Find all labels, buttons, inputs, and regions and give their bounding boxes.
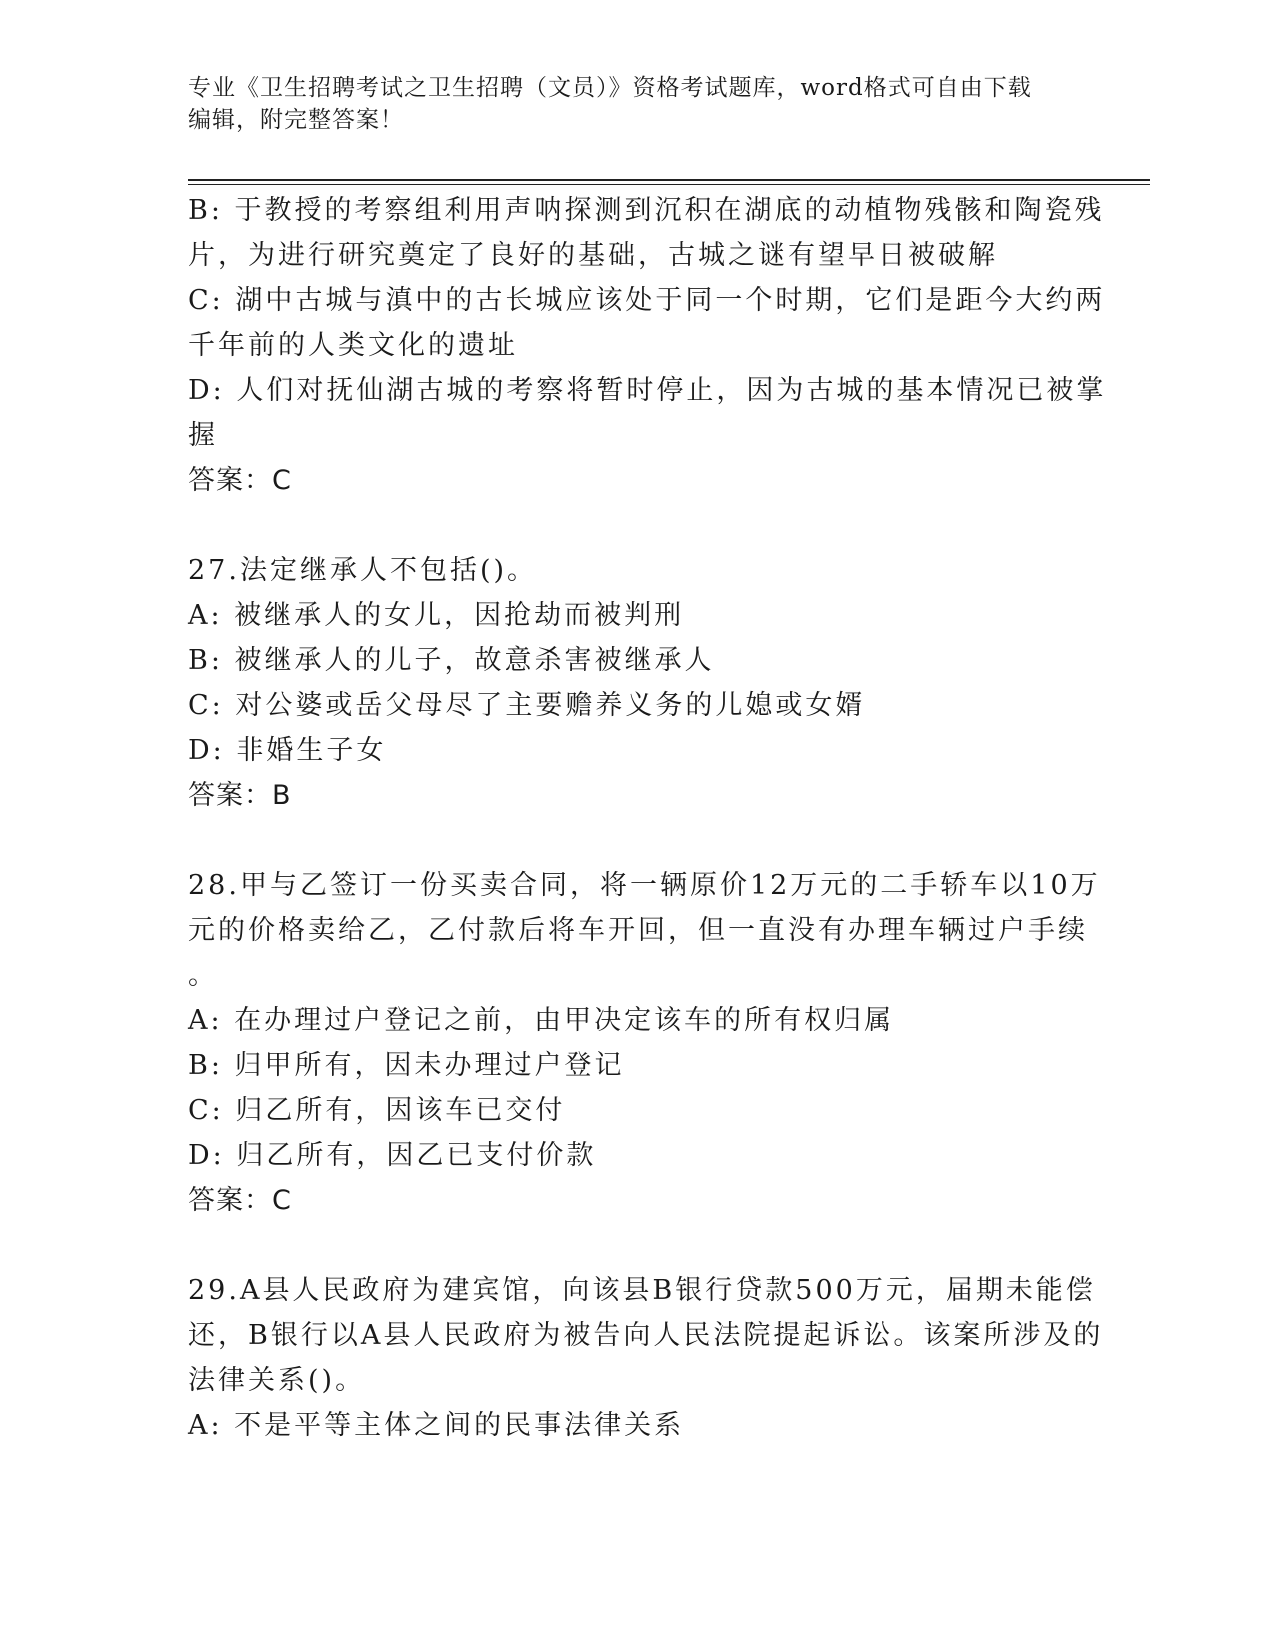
header-line-2: 编辑，附完整答案！ [188,107,404,133]
question-stem: 。 [188,960,218,991]
option-c: C: 对公婆或岳父母尽了主要赡养义务的儿媳或女婿 [188,690,866,721]
question-stem: 法律关系()。 [188,1365,366,1396]
option-d: D: 非婚生子女 [188,735,387,766]
option-a: A: 不是平等主体之间的民事法律关系 [188,1410,685,1441]
header-line-1: 专业《卫生招聘考试之卫生招聘（文员）》资格考试题库，word格式可自由下载 [188,75,1032,101]
question-stem: 27.法定继承人不包括()。 [188,555,538,586]
answer-label: 答案：C [188,1185,292,1216]
question-line: C: 湖中古城与滇中的古长城应该处于同一个时期，它们是距今大约两 [188,285,1106,316]
option-a: A: 被继承人的女儿，因抢劫而被判刑 [188,600,685,631]
question-stem: 28.甲与乙签订一份买卖合同，将一辆原价12万元的二手轿车以10万 [188,870,1101,901]
question-line: 片，为进行研究奠定了良好的基础，古城之谜有望早日被破解 [188,240,998,271]
header-divider-thin [188,184,1150,185]
question-stem: 还，B银行以A县人民政府为被告向人民法院提起诉讼。该案所涉及的 [188,1320,1104,1351]
option-b: B: 被继承人的儿子，故意杀害被继承人 [188,645,715,676]
header-divider-thick [188,179,1150,181]
option-d: D: 归乙所有，因乙已支付价款 [188,1140,597,1171]
option-b: B: 归甲所有，因未办理过户登记 [188,1050,625,1081]
question-block [188,1268,1104,1448]
question-stem: 元的价格卖给乙，乙付款后将车开回，但一直没有办理车辆过户手续 [188,915,1088,946]
spacer [188,1223,1088,1268]
option-a: A: 在办理过户登记之前，由甲决定该车的所有权归属 [188,1005,895,1036]
answer-label: 答案：C [188,465,292,496]
question-line: D: 人们对抚仙湖古城的考察将暂时停止，因为古城的基本情况已被掌 [188,375,1107,406]
question-stem: 29.A县人民政府为建宾馆，向该县B银行贷款500万元，届期未能偿 [188,1275,1096,1306]
question-list [188,188,1107,1448]
question-line: 握 [188,420,218,451]
spacer [188,818,1088,863]
spacer [188,503,1088,548]
option-c: C: 归乙所有，因该车已交付 [188,1095,566,1126]
question-line: B: 于教授的考察组利用声呐探测到沉积在湖底的动植物残骸和陶瓷残 [188,195,1105,226]
question-block [188,548,1088,818]
document-header [188,72,1068,136]
question-line: 千年前的人类文化的遗址 [188,330,518,361]
question-block [188,188,1107,503]
question-block [188,863,1101,1223]
answer-label: 答案：B [188,780,292,811]
